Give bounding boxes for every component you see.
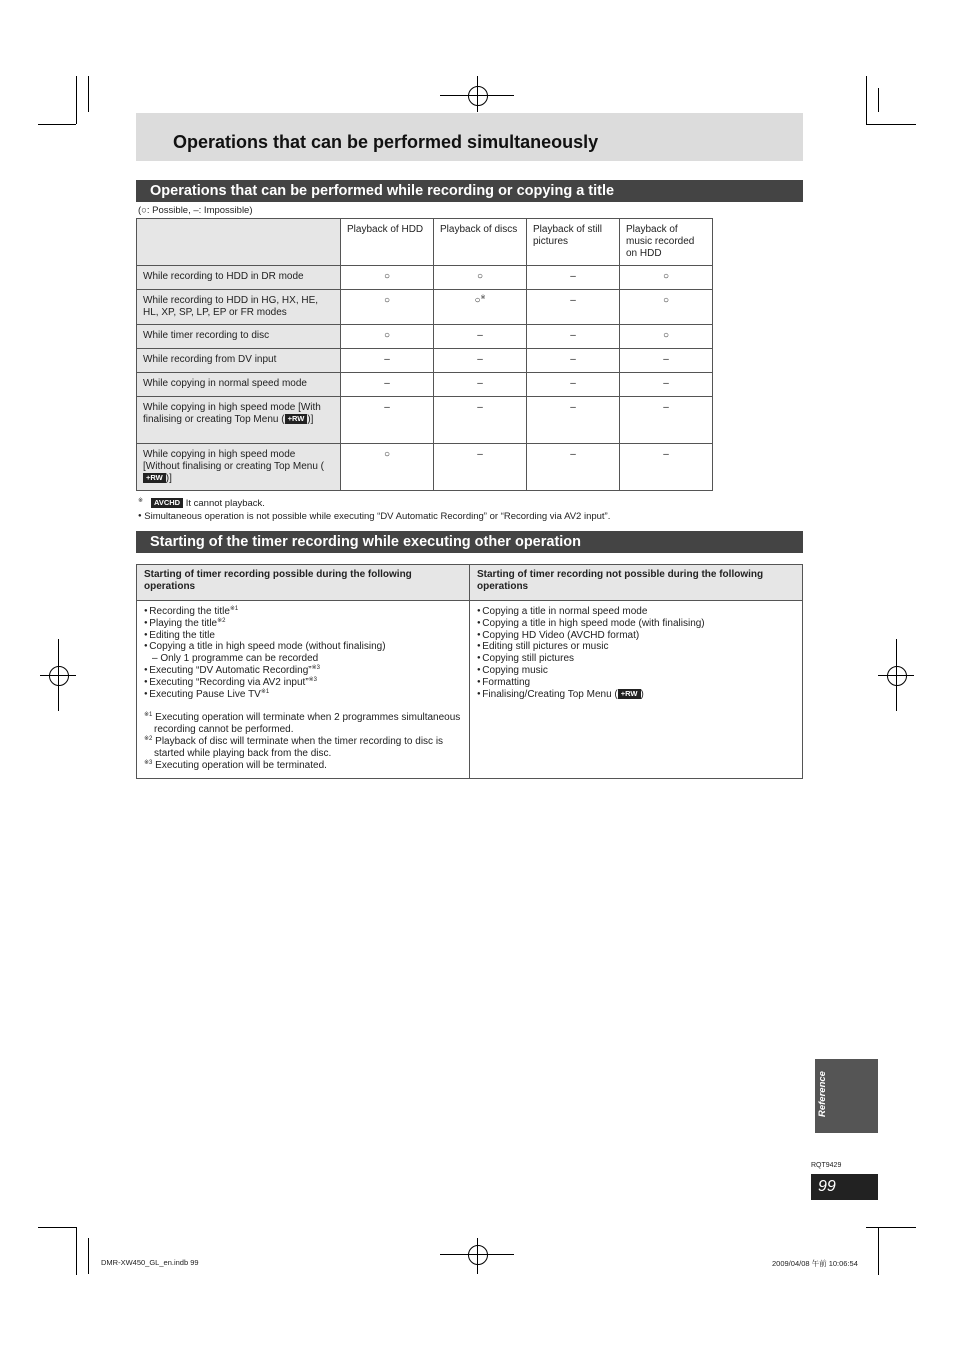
table-cell: ○	[341, 444, 434, 491]
page-title: Operations that can be performed simultaneously	[173, 132, 599, 152]
list-item: ● Copying still pictures	[477, 653, 795, 665]
reference-tab[interactable]	[815, 1059, 878, 1133]
rw-badge: +RW	[618, 689, 641, 699]
table-notes	[138, 498, 610, 523]
cell-note-mark: ※	[480, 295, 486, 301]
operations-table	[136, 218, 713, 491]
legend: (○: Possible, –: Impossible)	[138, 205, 253, 216]
table-cell: ○	[620, 266, 713, 290]
footer-right: 2009/04/08 午前 10:06:54	[772, 1259, 858, 1268]
table-cell: –	[620, 397, 713, 444]
footnote: $^{※3}$ Executing operation will be terminated.	[144, 759, 327, 771]
reference-tab-label: Reference	[817, 1071, 828, 1117]
list-item: ● Playing the title$^{※2}$	[144, 618, 462, 630]
possible-operations	[137, 601, 470, 779]
list-item: ● Copying HD Video (AVCHD format)	[477, 630, 795, 642]
table-cell: ○	[341, 290, 434, 325]
table-row	[137, 290, 713, 325]
table-cell: –	[434, 373, 527, 397]
table-cell: –	[527, 290, 620, 325]
possible-list	[144, 606, 462, 700]
list-item: ● Editing still pictures or music	[477, 641, 795, 653]
table-cell: –	[527, 266, 620, 290]
bullet-note	[138, 510, 610, 523]
column-header: Playback of HDD	[341, 219, 434, 266]
table-cell: –	[527, 444, 620, 491]
row-label: While recording to HDD in DR mode	[137, 266, 341, 290]
table-cell: –	[434, 444, 527, 491]
table-cell: ○	[341, 266, 434, 290]
list-item: ● Executing “DV Automatic Recording”$^{※3}$	[144, 665, 462, 677]
cell-value: ○	[474, 295, 481, 306]
column-header-possible: Starting of timer recording possible during the following operations	[137, 565, 470, 601]
footnote: $^{※1}$ Executing operation will terminate when 2 programmes simultaneous recording cannot be performed.	[144, 712, 461, 736]
corner-cell	[137, 219, 341, 266]
table-header-row	[137, 219, 713, 266]
list-item: ● Copying a title in high speed mode (without finalising)	[144, 641, 462, 653]
table-row	[137, 266, 713, 290]
table-cell: –	[341, 349, 434, 373]
avchd-badge: AVCHD	[151, 498, 183, 508]
table-cell: –	[434, 325, 527, 349]
table-cell: –	[434, 397, 527, 444]
table-cell: –	[434, 349, 527, 373]
table-row	[137, 373, 713, 397]
list-item: ● Formatting	[477, 677, 795, 689]
timer-content-row	[137, 601, 803, 779]
row-label-text: While copying in high speed mode [Without finalising or creating Top Menu (	[143, 449, 325, 472]
list-item: ● Copying music	[477, 665, 795, 677]
list-item: ● Finalising/Creating Top Menu ( +RW )	[477, 689, 795, 701]
table-cell: ○	[620, 325, 713, 349]
timer-header-row	[137, 565, 803, 601]
footer-left: DMR-XW450_GL_en.indb 99	[101, 1258, 199, 1267]
row-label-end: )]	[165, 473, 172, 484]
table-cell: –	[620, 444, 713, 491]
row-label-end: )]	[307, 414, 314, 425]
bullet-icon: ●	[138, 513, 142, 519]
page-title-band	[136, 113, 803, 161]
list-item: ● Executing Pause Live TV$^{※1}$	[144, 689, 462, 701]
not-possible-list	[477, 606, 795, 700]
list-item: ● Copying a title in high speed mode (with finalising)	[477, 618, 795, 630]
table-cell: –	[527, 397, 620, 444]
section1-heading: Operations that can be performed while recording or copying a title	[136, 180, 803, 202]
column-header-not-possible: Starting of timer recording not possible during the following operations	[470, 565, 803, 601]
rw-badge: +RW	[143, 473, 166, 483]
row-label: While recording to HDD in HG, HX, HE, HL, XP, SP, LP, EP or FR modes	[137, 290, 341, 325]
table-cell: ○	[341, 325, 434, 349]
table-row	[137, 349, 713, 373]
row-label: While copying in normal speed mode	[137, 373, 341, 397]
timer-table	[136, 564, 803, 779]
table-cell: –	[527, 373, 620, 397]
row-label: While recording from DV input	[137, 349, 341, 373]
note-mark: ※	[138, 498, 144, 504]
table-cell: –	[620, 373, 713, 397]
column-header: Playback of music recorded on HDD	[620, 219, 713, 266]
list-subnote: – Only 1 programme can be recorded	[152, 653, 319, 665]
table-row	[137, 444, 713, 491]
list-item: ● Editing the title	[144, 630, 462, 642]
table-cell: –	[341, 373, 434, 397]
bullet-note-text: Simultaneous operation is not possible while executing “DV Automatic Recording” or “Recording via AV2 input”.	[144, 511, 611, 522]
note-text: It cannot playback.	[185, 498, 265, 509]
avchd-note	[138, 498, 610, 510]
section2-heading: Starting of the timer recording while executing other operation	[136, 531, 803, 553]
row-label-text: While copying in high speed mode [With finalising or creating Top Menu (	[143, 402, 321, 425]
table-cell: ○	[434, 266, 527, 290]
not-possible-operations	[470, 601, 803, 779]
table-cell: –	[527, 325, 620, 349]
list-item: ● Recording the title$^{※1}$	[144, 606, 462, 618]
table-cell: –	[527, 349, 620, 373]
table-row	[137, 397, 713, 444]
list-item: ● Copying a title in normal speed mode	[477, 606, 795, 618]
list-item: ● Executing “Recording via AV2 input”$^{※3}$	[144, 677, 462, 689]
column-header: Playback of discs	[434, 219, 527, 266]
table-cell	[434, 290, 527, 325]
table-cell: –	[620, 349, 713, 373]
row-label	[137, 397, 341, 444]
footnotes	[144, 712, 462, 771]
row-label	[137, 444, 341, 491]
document-code: RQT9429	[811, 1162, 842, 1169]
table-row	[137, 325, 713, 349]
rw-badge: +RW	[285, 414, 308, 424]
footnote: $^{※2}$ Playback of disc will terminate when the timer recording to disc is started while playing back from the disc.	[144, 735, 444, 759]
table-cell: –	[341, 397, 434, 444]
column-header: Playback of still pictures	[527, 219, 620, 266]
row-label: While timer recording to disc	[137, 325, 341, 349]
page-number: 99	[811, 1174, 878, 1200]
table-cell: ○	[620, 290, 713, 325]
